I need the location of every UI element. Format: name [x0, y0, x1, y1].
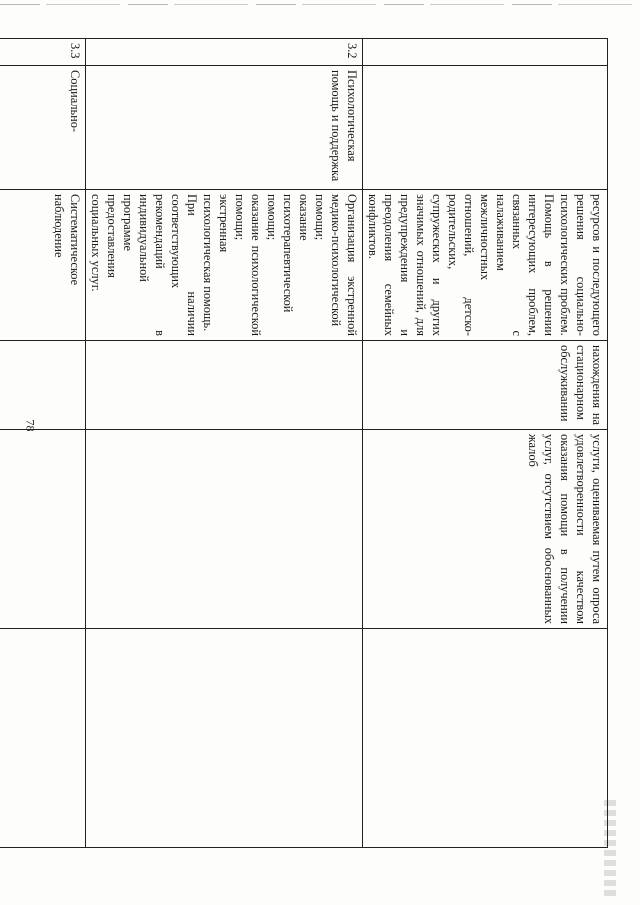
- rotated-page: [52, 38, 608, 848]
- table-row: [86, 39, 363, 848]
- cell-service-name: [363, 66, 608, 190]
- cell-empty: [363, 629, 608, 848]
- cell-quality-criteria: услуги, оцениваемая путем опроса удовлетворенности качеством оказания помощи в получении услуг, отсутствием обоснованных жалоб: [363, 430, 608, 629]
- content-paragraph: экстренная психологическая помощь.: [201, 194, 231, 332]
- content-paragraph: Организация экстренной медико-психологической помощи;: [313, 194, 359, 336]
- cell-term: [86, 341, 363, 430]
- content-paragraph: оказание психотерапевтической помощи;: [265, 194, 311, 313]
- cell-number: 3.2: [86, 39, 363, 66]
- cell-service-content: [363, 190, 608, 341]
- scan-edge-line: [0, 4, 640, 5]
- cell-empty: [0, 629, 86, 848]
- table-row: [363, 39, 608, 848]
- content-paragraph: ресурсов и последующего решения социально-психологических проблем.: [558, 194, 604, 336]
- cell-term: [0, 341, 86, 430]
- cell-term: нахождения на стационарном обслуживании: [363, 341, 608, 430]
- content-paragraph: При наличии соответствующих рекомендаций в индивидуальной программе предоставления социальных услуг.: [89, 194, 199, 336]
- cell-number: 3.3: [0, 39, 86, 66]
- table-frame: [52, 38, 608, 848]
- page-number: 78: [23, 419, 38, 432]
- content-paragraph: Помощь в решении интересующих проблем, связанных с налаживанием межличностных отношений, детско-родительских, супружеских и других значимых отношений, для предупреждения и преодоления семейных конфликтов.: [366, 194, 556, 336]
- cell-service-content: Систематическое наблюдение: [0, 190, 86, 341]
- cell-quality-criteria: [86, 430, 363, 629]
- services-table: [0, 38, 608, 848]
- cell-quality-criteria: [0, 430, 86, 629]
- cell-number: [363, 39, 608, 66]
- cell-service-content: [86, 190, 363, 341]
- table-row: [0, 39, 86, 848]
- cell-service-name: Психологическая помощь и поддержка: [86, 66, 363, 190]
- content-paragraph: оказание психологической помощи;: [233, 194, 263, 336]
- cell-service-name: Социально-: [0, 66, 86, 190]
- cell-empty: [86, 629, 363, 848]
